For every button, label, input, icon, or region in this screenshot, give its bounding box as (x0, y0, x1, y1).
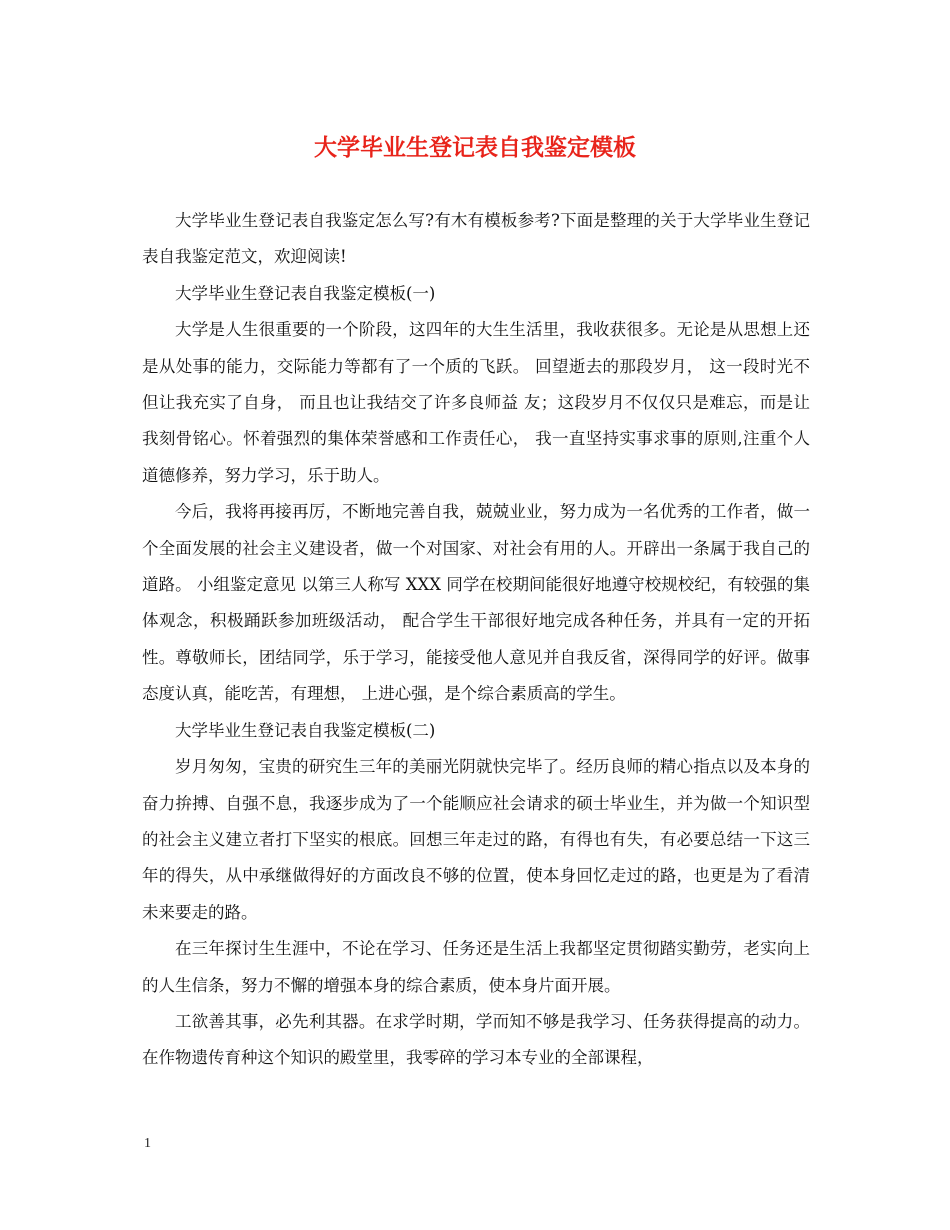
section-heading-template-one: 大学毕业生登记表自我鉴定模板(一) (175, 283, 436, 303)
page-number: 1 (144, 1136, 151, 1151)
body-paragraph: 在三年探讨生生涯中，不论在学习、任务还是生活上我都坚定贯彻踏实勤劳，老实向上的人生信条，努力不懈的增强本身的综合素质，使本身片面开展。 (142, 939, 810, 995)
document-title: 大学毕业生登记表自我鉴定模板 (314, 134, 636, 161)
body-paragraph: 工欲善其事，必先利其器。在求学时期，学而知不够是我学习、任务获得提高的动力。在作物遗传育种这个知识的殿堂里，我零碎的学习本专业的全部课程， (142, 1011, 810, 1068)
document-body (142, 203, 810, 1077)
body-paragraph: 大学是人生很重要的一个阶段，这四年的大生生活里，我收获很多。无论是从思想上还 是从处事的能力，交际能力等都有了一个质的飞跃。 回望逝去的那段岁月， 这一段时光不但让我充实了自身， 而且也让我结交了许多良师益 友；这段岁月不仅仅只是难忘，而是让我刻骨铭心。怀着强烈的集体荣誉感和工作责任心， 我一直坚持实事求事的原则,注重个人道德修养，努力学习，乐于助人。 (142, 320, 810, 485)
body-paragraph: 岁月匆匆，宝贵的研究生三年的美丽光阴就快完毕了。经历良师的精心指点以及本身的奋力拚搏、自强不息，我逐步成为了一个能顺应社会请求的硕士毕业生，并为做一个知识型的社会主义建立者打下坚实的根底。回想三年走过的路，有得也有失，有必要总结一下这三年的得失，从中承继做得好的方面改良不够的位置，使本身回忆走过的路，也更是为了看清未来要走的路。 (142, 757, 810, 922)
section-heading-template-two: 大学毕业生登记表自我鉴定模板(二) (175, 720, 436, 740)
intro-paragraph: 大学毕业生登记表自我鉴定怎么写?有木有模板参考?下面是整理的关于大学毕业生登记表自我鉴定范文，欢迎阅读! (142, 211, 810, 267)
body-paragraph: 今后，我将再接再厉，不断地完善自我，兢兢业业，努力成为一名优秀的工作者，做一 个全面发展的社会主义建设者，做一个对国家、对社会有用的人。开辟出一条属于我自己的 道路。 小组鉴定意见 以第三人称写 XXX 同学在校期间能很好地遵守校规校纪，有较强的集体观念，积极踊跃参加班级活动， 配合学生干部很好地完成各种任务，并具有一定的开拓性。尊敬师长，团结同学，乐于学习，能接受他人意见并自我反省，深得同学的好评。做事态度认真，能吃苦，有理想， 上进心强，是个综合素质高的学生。 (142, 502, 810, 704)
